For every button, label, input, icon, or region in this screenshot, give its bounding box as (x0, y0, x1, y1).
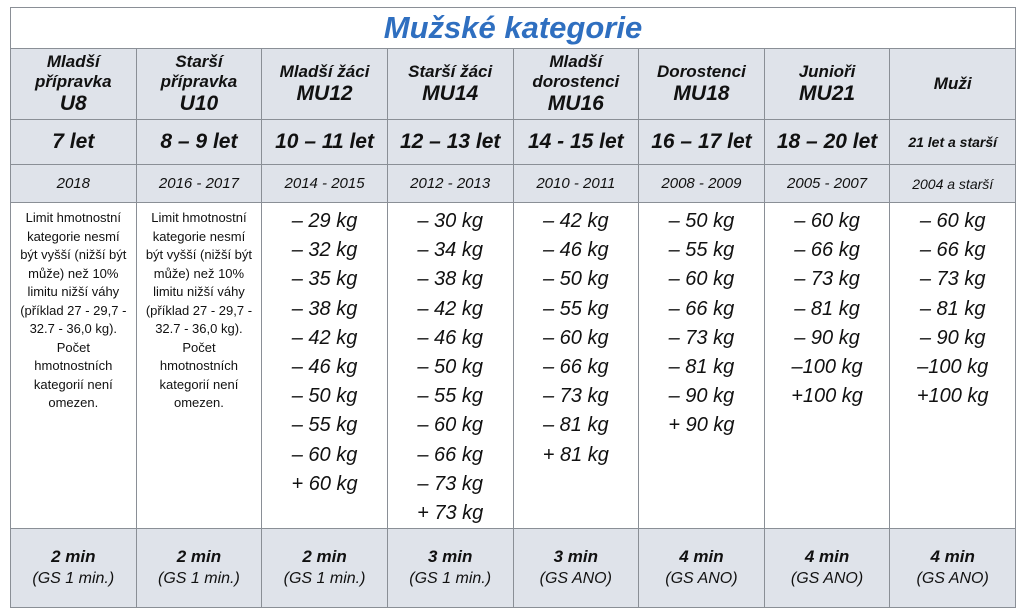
weight-class-list (262, 203, 387, 499)
weight-class-item: + 90 kg (668, 414, 735, 437)
category-code: MU16 (547, 92, 604, 115)
match-time-cell (764, 529, 890, 608)
match-duration: 2 min (176, 547, 222, 567)
match-duration: 4 min (930, 547, 975, 567)
weight-class-item: – 32 kg (291, 239, 358, 262)
weight-class-item: + 81 kg (542, 443, 609, 466)
golden-score-note: (GS ANO) (790, 570, 864, 588)
weight-classes-cell (513, 203, 639, 529)
category-name: Dorostenci (657, 62, 746, 81)
age-cell: 10 – 11 let (262, 120, 388, 165)
weight-class-item: – 55 kg (668, 239, 735, 262)
birth-years-cell: 2018 (11, 165, 137, 203)
weight-class-item: –100 kg (917, 356, 989, 379)
age-cell: 7 let (11, 120, 137, 165)
weight-class-item: – 60 kg (291, 443, 358, 466)
weight-class-item: – 42 kg (417, 297, 483, 320)
weight-classes-cell (890, 203, 1016, 529)
weight-class-item: – 46 kg (291, 356, 358, 379)
weight-class-item: – 60 kg (794, 210, 860, 232)
weight-class-list (890, 203, 1015, 411)
birth-years-cell: 2014 - 2015 (262, 165, 388, 203)
weight-classes-cell (11, 203, 137, 529)
age-cell: 18 – 20 let (764, 120, 890, 165)
weight-classes-cell (639, 203, 765, 529)
weight-class-list (639, 203, 764, 441)
category-name: Muži (933, 74, 972, 93)
weight-classes-cell (262, 203, 388, 529)
weight-classes-cell (764, 203, 890, 529)
weight-class-item: – 66 kg (919, 239, 986, 262)
golden-score-note: (GS 1 min.) (32, 570, 115, 588)
birth-years-cell: 2016 - 2017 (136, 165, 262, 203)
category-name: Starší přípravka (160, 52, 238, 91)
weight-class-item: – 34 kg (417, 239, 483, 262)
weight-class-item: – 60 kg (919, 210, 986, 232)
birth-years-cell: 2004 a starší (890, 165, 1016, 203)
weight-class-item: – 46 kg (417, 326, 483, 349)
golden-score-note: (GS ANO) (916, 570, 989, 588)
match-time-cell (11, 529, 137, 608)
weight-class-item: –100 kg (791, 356, 863, 379)
weight-class-item: – 30 kg (417, 210, 483, 232)
category-name: Mladší přípravka (35, 52, 112, 91)
birth-years-cell: 2012 - 2013 (387, 165, 513, 203)
weight-class-item: – 90 kg (919, 326, 986, 349)
match-duration: 2 min (302, 547, 347, 567)
weight-class-item: – 55 kg (291, 414, 358, 437)
age-cell: 8 – 9 let (136, 120, 262, 165)
weight-limit-note: Limit hmotnostní kategorie nesmí být vyšší (nižší být může) než 10% limitu nižší váhy (příklad 27 - 29,7 - 32.7 - 36,0 kg). Počet hmotnostních kategorií není omezen. (145, 210, 253, 410)
category-header-cell (513, 49, 639, 120)
match-duration: 3 min (427, 547, 473, 567)
category-header-cell (890, 49, 1016, 120)
weight-class-item: +100 kg (916, 385, 989, 408)
category-name: Starší žáci (408, 62, 493, 81)
birth-years-cell: 2005 - 2007 (764, 165, 890, 203)
weight-class-item: – 50 kg (668, 210, 735, 232)
category-header-cell (136, 49, 262, 120)
weight-class-item: + 60 kg (291, 472, 358, 495)
weight-class-item: – 66 kg (417, 443, 483, 466)
weight-class-item: – 42 kg (543, 210, 609, 232)
category-table (10, 7, 1016, 608)
weight-class-item: – 73 kg (919, 268, 986, 291)
years-row (11, 165, 1016, 203)
weight-classes-cell (387, 203, 513, 529)
match-duration: 2 min (51, 547, 96, 567)
category-header-cell (262, 49, 388, 120)
match-time-cell (513, 529, 639, 608)
weight-class-item: +100 kg (791, 385, 863, 408)
weight-class-list (388, 203, 513, 528)
category-header-cell (639, 49, 765, 120)
category-table-wrapper (10, 7, 1016, 608)
age-cell: 14 - 15 let (513, 120, 639, 165)
weight-limit-note: Limit hmotnostní kategorie nesmí být vyšší (nižší být může) než 10% limitu nižší váhy (příklad 27 - 29,7 - 32.7 - 36,0 kg). Počet hmotnostních kategorií není omezen. (20, 210, 127, 410)
category-code: MU14 (422, 82, 479, 105)
match-duration: 4 min (804, 547, 850, 567)
weight-class-item: – 60 kg (668, 268, 735, 291)
header-row (11, 49, 1016, 120)
category-header-cell (11, 49, 137, 120)
category-header-cell (387, 49, 513, 120)
age-cell: 21 let a starší (890, 120, 1016, 165)
weight-class-item: + 73 kg (417, 502, 484, 525)
match-time-cell (262, 529, 388, 608)
category-code: U8 (59, 92, 87, 115)
match-time-cell (639, 529, 765, 608)
birth-years-cell: 2010 - 2011 (513, 165, 639, 203)
age-row (11, 120, 1016, 165)
category-name: Junioři (798, 62, 856, 81)
weight-class-item: – 50 kg (417, 356, 483, 379)
weight-class-item: – 73 kg (668, 326, 735, 349)
weight-class-item: – 55 kg (543, 297, 609, 320)
weight-class-item: – 50 kg (291, 385, 358, 408)
weights-row (11, 203, 1016, 529)
weight-class-item: – 46 kg (543, 239, 609, 262)
weight-class-item: – 50 kg (543, 268, 609, 291)
golden-score-note: (GS ANO) (539, 570, 612, 588)
weight-class-item: – 90 kg (668, 385, 735, 408)
match-time-cell (136, 529, 262, 608)
match-time-cell (890, 529, 1016, 608)
weight-class-item: – 73 kg (794, 268, 860, 291)
golden-score-note: (GS 1 min.) (283, 570, 366, 588)
weight-class-item: – 60 kg (417, 414, 483, 437)
weight-classes-cell (136, 203, 262, 529)
page-title: Mužské kategorie (383, 10, 643, 45)
golden-score-note: (GS 1 min.) (158, 570, 240, 588)
weight-class-item: – 66 kg (543, 356, 609, 379)
category-name: Mladší dorostenci (532, 52, 620, 91)
weight-class-item: – 35 kg (291, 268, 358, 291)
category-code: MU12 (296, 82, 353, 105)
weight-class-item: – 81 kg (668, 356, 735, 379)
golden-score-note: (GS ANO) (665, 570, 738, 588)
time-row (11, 529, 1016, 608)
weight-class-item: – 42 kg (291, 326, 358, 349)
weight-class-item: – 66 kg (668, 297, 735, 320)
weight-class-list (514, 203, 639, 470)
weight-class-item: – 81 kg (543, 414, 609, 437)
weight-class-item: – 29 kg (291, 210, 358, 232)
match-duration: 3 min (553, 547, 599, 567)
birth-years-cell: 2008 - 2009 (639, 165, 765, 203)
weight-class-item: – 81 kg (919, 297, 986, 320)
category-header-cell (764, 49, 890, 120)
category-code: MU21 (799, 82, 856, 105)
weight-class-item: – 73 kg (417, 472, 483, 495)
weight-class-item: – 66 kg (794, 239, 860, 262)
weight-class-item: – 60 kg (543, 326, 609, 349)
weight-class-item: – 38 kg (417, 268, 483, 291)
match-time-cell (387, 529, 513, 608)
weight-class-item: – 81 kg (794, 297, 860, 320)
category-name: Mladší žáci (279, 62, 370, 81)
category-code: U10 (179, 92, 219, 115)
age-cell: 12 – 13 let (387, 120, 513, 165)
weight-class-item: – 90 kg (794, 326, 860, 349)
match-duration: 4 min (679, 547, 724, 567)
weight-class-item: – 73 kg (543, 385, 609, 408)
category-code: MU18 (673, 82, 730, 105)
golden-score-note: (GS 1 min.) (409, 570, 492, 588)
weight-class-item: – 38 kg (291, 297, 358, 320)
age-cell: 16 – 17 let (639, 120, 765, 165)
title-cell (11, 8, 1016, 49)
weight-class-item: – 55 kg (417, 385, 483, 408)
weight-class-list (765, 203, 890, 411)
